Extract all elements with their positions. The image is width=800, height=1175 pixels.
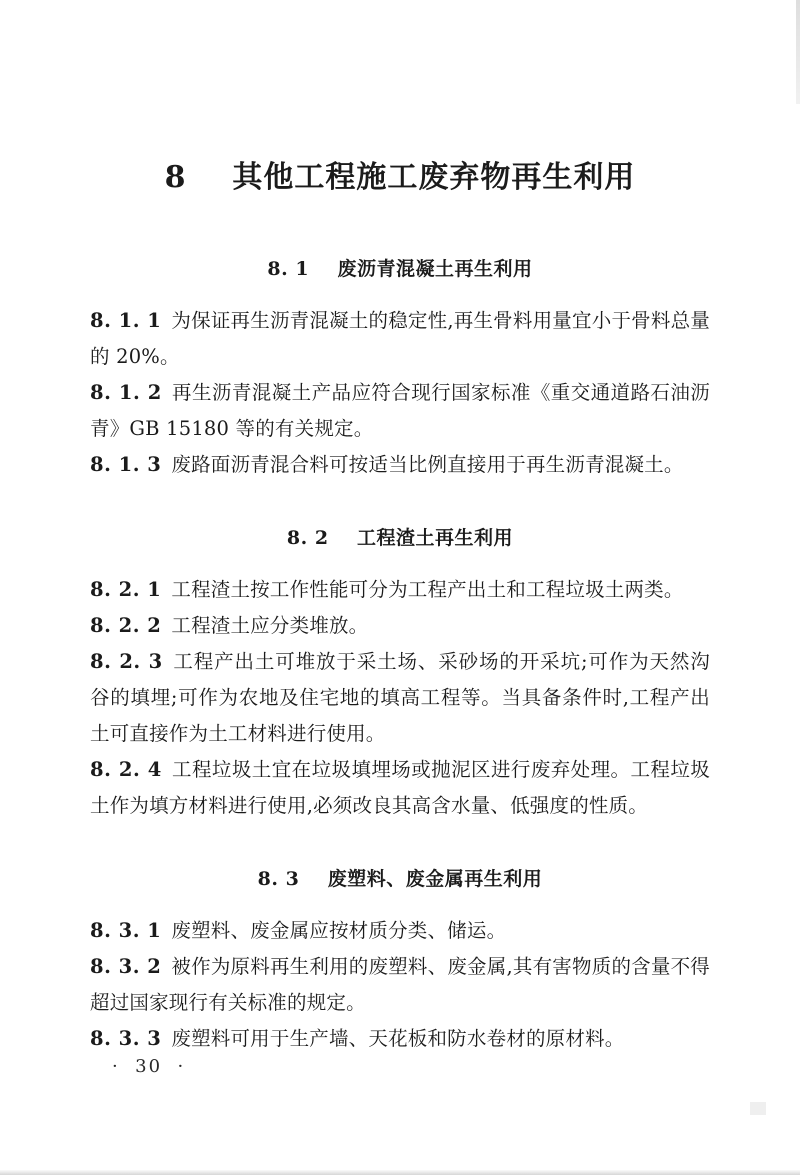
section-heading-8-3: 8. 3 废塑料、废金属再生利用: [257, 868, 543, 890]
clause-text: 废塑料可用于生产墙、天花板和防水卷材的原材料。: [171, 1027, 625, 1050]
clause-8-3-1: [90, 913, 710, 949]
clause-number: 8. 1. 2: [90, 381, 162, 404]
clause-number: 8. 2. 3: [90, 650, 163, 673]
clause-number: 8. 2. 2: [90, 614, 162, 637]
clause-8-3-2: [90, 949, 710, 1021]
chapter-title: 8 其他工程施工废弃物再生利用: [164, 160, 636, 195]
clause-number: 8. 2. 4: [90, 758, 162, 781]
clause-text: 为保证再生沥青混凝土的稳定性,再生骨料用量宜小于骨料总量的 20%。: [90, 309, 710, 368]
clause-text: 废塑料、废金属应按材质分类、储运。: [171, 919, 507, 942]
clause-8-1-3: [90, 447, 710, 483]
clause-number: 8. 1. 1: [90, 309, 162, 332]
clause-text: 工程产出土可堆放于采土场、采砂场的开采坑;可作为天然沟谷的填埋;可作为农地及住宅地的填高工程等。当具备条件时,工程产出土可直接作为土工材料进行使用。: [90, 650, 710, 745]
clause-8-2-1: [90, 572, 710, 608]
section-heading-8-2: 8. 2 工程渣土再生利用: [286, 527, 514, 549]
clause-number: 8. 3. 3: [90, 1027, 162, 1050]
clause-text: 工程渣土按工作性能可分为工程产出土和工程垃圾土两类。: [171, 578, 684, 601]
section-heading-8-1: 8. 1 废沥青混凝土再生利用: [267, 258, 533, 280]
clause-8-1-2: [90, 375, 710, 447]
clause-text: 被作为原料再生利用的废塑料、废金属,其有害物质的含量不得超过国家现行有关标准的规定。: [90, 955, 710, 1014]
clause-8-2-3: [90, 644, 710, 752]
clause-number: 8. 3. 2: [90, 955, 162, 978]
clause-text: 再生沥青混凝土产品应符合现行国家标准《重交通道路石油沥青》GB 15180 等的有关规定。: [90, 381, 710, 440]
clause-number: 8. 2. 1: [90, 578, 162, 601]
clause-8-2-2: [90, 608, 710, 644]
clause-number: 8. 3. 1: [90, 919, 162, 942]
clause-8-2-4: [90, 752, 710, 824]
clause-text: 废路面沥青混合料可按适当比例直接用于再生沥青混凝土。: [171, 453, 684, 476]
clause-8-1-1: [90, 303, 710, 375]
clause-text: 工程渣土应分类堆放。: [171, 614, 369, 637]
clause-8-3-3: [90, 1021, 710, 1057]
page-number-footer: · 30 ·: [112, 1056, 186, 1077]
clause-text: 工程垃圾土宜在垃圾填埋场或抛泥区进行废弃处理。工程垃圾土作为填方材料进行使用,必须改良其高含水量、低强度的性质。: [90, 758, 710, 817]
clause-number: 8. 1. 3: [90, 453, 162, 476]
